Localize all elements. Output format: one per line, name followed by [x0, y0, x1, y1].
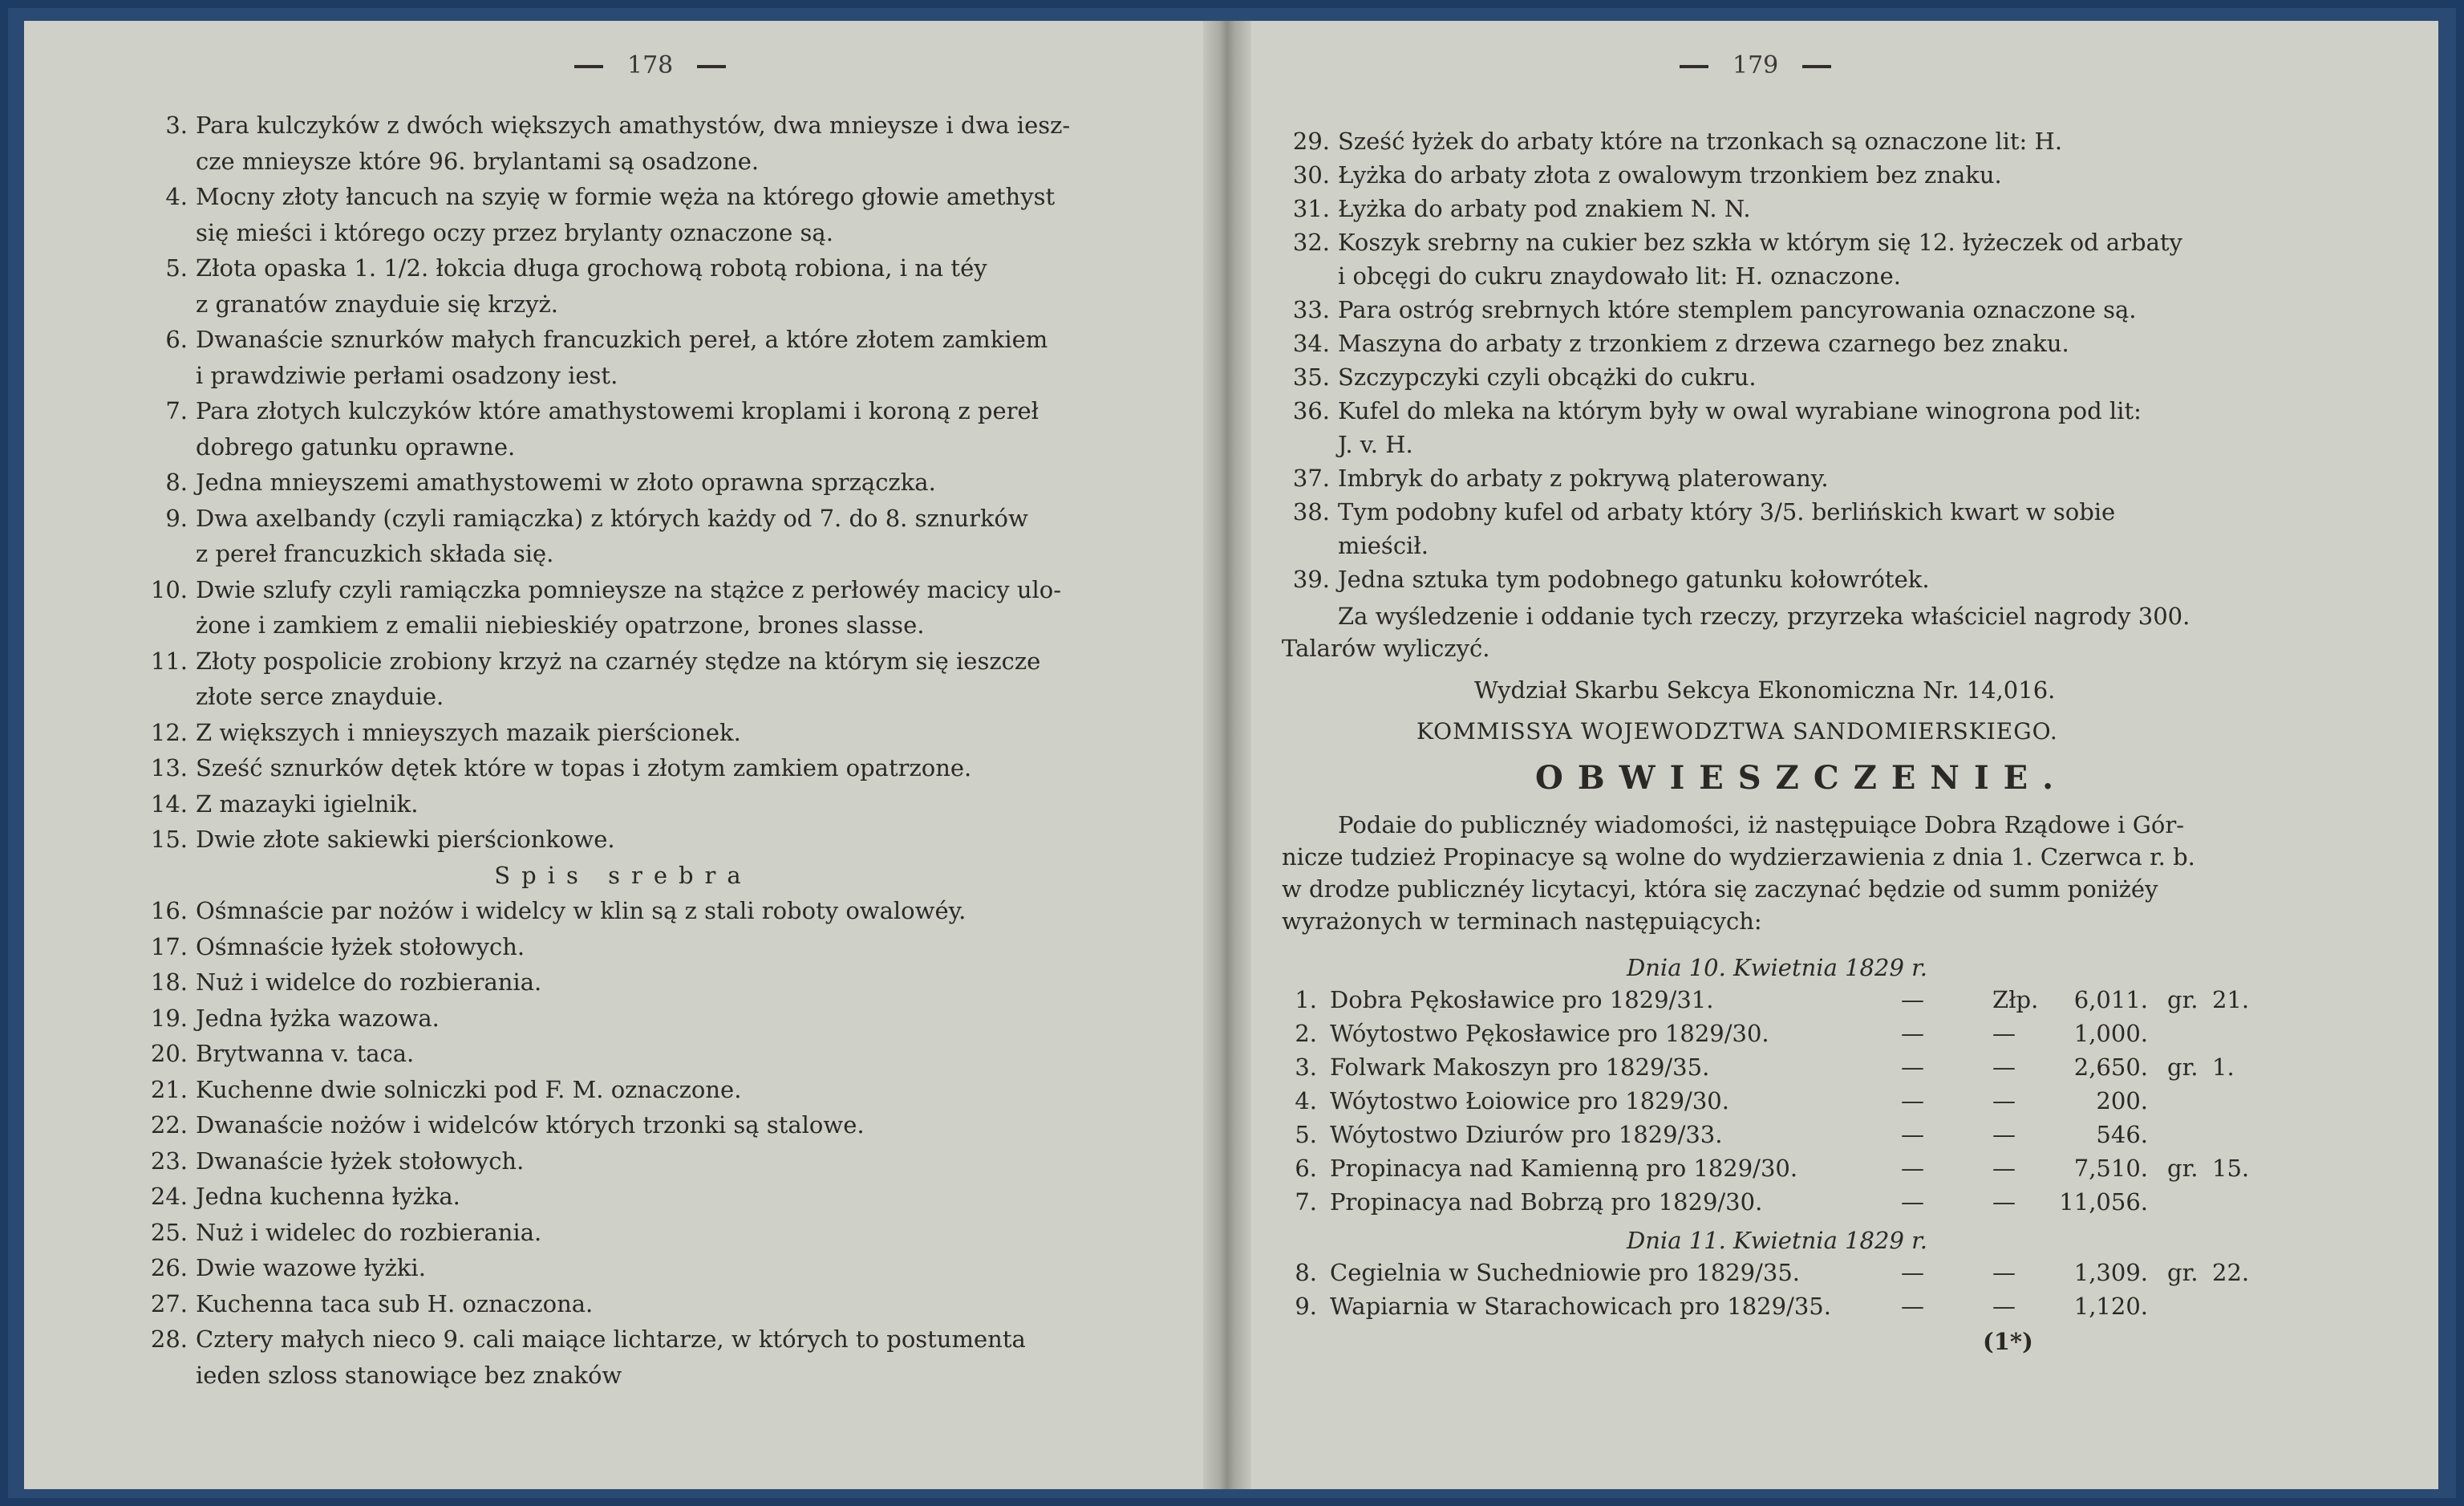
item-number: 7.	[1295, 1188, 1317, 1216]
grosze-label: gr.	[2167, 1053, 2199, 1081]
department-line: Wydział Skarbu Sekcya Ekonomiczna Nr. 14,016.	[1474, 676, 2056, 704]
amount-zloty: 7,510.	[2073, 1155, 2148, 1182]
right-page-number: 179	[1680, 51, 1831, 79]
item-text: Sześć łyżek do arbaty które na trzonkach są oznaczone lit: H.	[1338, 128, 2063, 155]
item-number: 24.	[150, 1183, 188, 1210]
text-line	[1338, 530, 1429, 562]
text-line	[144, 574, 1061, 606]
item-text: Złota opaska 1. 1/2. łokcia długa grochową robotą robiona, i na téy	[196, 254, 987, 282]
text-line	[144, 323, 1048, 355]
item-number: 6.	[1295, 1155, 1317, 1182]
text-line	[196, 217, 833, 249]
body-line-4: wyrażonych w terminach następuiących:	[1282, 907, 1762, 935]
text-line	[144, 1037, 414, 1070]
text-line	[1282, 193, 1751, 225]
item-number: 30.	[1292, 161, 1330, 189]
dash-separator: —	[1901, 1087, 1924, 1114]
item-number: 17.	[150, 932, 188, 960]
item-text: Para złotych kulczyków które amathystowemi kroplami i koroną z pereł	[196, 397, 1040, 424]
item-number: 36.	[1292, 397, 1330, 424]
item-number: 2.	[1295, 1020, 1317, 1047]
right-page	[1226, 21, 2438, 1489]
amount-zloty: 6,011.	[2073, 986, 2148, 1013]
item-number: 1.	[1295, 986, 1317, 1013]
item-text: złote serce znayduie.	[196, 683, 444, 710]
text-line	[196, 1359, 622, 1391]
item-number: 28.	[150, 1325, 188, 1353]
text-line	[144, 931, 525, 963]
text-line	[144, 1288, 593, 1320]
body-line-3: w drodze publicznéy licytacyi, która się zaczynać będzie od summ poniżéy	[1282, 875, 2158, 903]
item-number: 9.	[165, 504, 188, 532]
item-text: Z mazayki igielnik.	[196, 790, 419, 818]
item-number: 31.	[1292, 195, 1330, 222]
text-line	[144, 1145, 524, 1177]
item-text: Dwa axelbandy (czyli ramiączka) z których każdy od 7. do 8. sznurków	[196, 504, 1028, 532]
text-line	[144, 395, 1039, 427]
text-line	[144, 1109, 865, 1141]
auction-date-1: Dnia 10. Kwietnia 1829 r.	[1627, 954, 1928, 981]
item-number: 34.	[1292, 330, 1330, 357]
item-text: z granatów znayduie się krzyż.	[196, 290, 558, 318]
item-number: 10.	[150, 575, 188, 603]
dash-separator: —	[1901, 1020, 1924, 1047]
auction-row	[1282, 1290, 2324, 1322]
currency-or-dash: —	[1992, 1087, 2016, 1114]
text-line	[144, 1323, 1026, 1355]
item-text: Jedna łyżka wazowa.	[196, 1004, 440, 1032]
text-line	[1282, 563, 1930, 595]
item-number: 33.	[1292, 296, 1330, 323]
amount-zloty: 546.	[2096, 1121, 2148, 1148]
text-line	[196, 538, 553, 570]
item-number: 3.	[165, 112, 188, 139]
auction-row	[1282, 1051, 2324, 1083]
text-line	[144, 1252, 426, 1284]
item-number: 5.	[165, 254, 188, 282]
item-text: Kuchenna taca sub H. oznaczona.	[196, 1289, 594, 1317]
auction-row	[1282, 1256, 2324, 1289]
item-number: 29.	[1292, 128, 1330, 155]
text-line	[144, 752, 971, 784]
property-name: Cegielnia w Suchedniowie pro 1829/35.	[1330, 1259, 1801, 1286]
item-number: 18.	[150, 968, 188, 996]
announcement-heading: OBWIESZCZENIE.	[1535, 759, 2069, 797]
item-number: 20.	[150, 1040, 188, 1067]
text-line	[144, 1216, 541, 1248]
reward-line-1: Za wyśledzenie i oddanie tych rzeczy, przyrzeka właściciel nagrody 300.	[1338, 603, 2190, 630]
item-text: żone i zamkiem z emalii niebieskiéy opatrzone, brones slasse.	[196, 611, 925, 639]
amount-zloty: 1,120.	[2073, 1293, 2148, 1320]
dash-separator: —	[1901, 1121, 1924, 1148]
text-line	[144, 1002, 440, 1034]
item-number: 9.	[1295, 1293, 1317, 1320]
text-line	[196, 680, 444, 712]
auction-row	[1282, 1118, 2324, 1151]
item-text: Dwie złote sakiewki pierścionkowe.	[196, 826, 615, 853]
item-number: 19.	[150, 1004, 188, 1032]
item-text: Maszyna do arbaty z trzonkiem z drzewa czarnego bez znaku.	[1338, 330, 2069, 357]
item-text: Jedna sztuka tym podobnego gatunku kołowrótek.	[1338, 566, 1930, 593]
section-heading-text: Spis srebra	[494, 861, 752, 889]
dash-separator: —	[1901, 1155, 1924, 1182]
item-text: Dwanaście nożów i widelców których trzonki są stalowe.	[196, 1111, 865, 1139]
text-line	[144, 502, 1028, 534]
item-number: 12.	[150, 718, 188, 746]
currency-or-dash: —	[1992, 1259, 2016, 1286]
currency-or-dash: —	[1992, 1053, 2016, 1081]
item-number: 38.	[1292, 498, 1330, 526]
text-line	[1282, 159, 2002, 191]
item-number: 4.	[165, 183, 188, 210]
text-line	[144, 1180, 460, 1212]
currency-or-dash: Złp.	[1992, 986, 2039, 1013]
item-number: 22.	[150, 1111, 188, 1139]
item-number: 8.	[165, 469, 188, 496]
item-text: Brytwanna v. taca.	[196, 1040, 415, 1067]
text-line	[144, 645, 1040, 677]
property-name: Propinacya nad Kamienną pro 1829/30.	[1330, 1155, 1798, 1182]
item-text: ieden szloss stanowiące bez znaków	[196, 1361, 622, 1389]
grosze-label: gr.	[2167, 986, 2199, 1013]
dash-separator: —	[1901, 1053, 1924, 1081]
property-name: Propinacya nad Bobrzą pro 1829/30.	[1330, 1188, 1763, 1216]
item-text: Imbryk do arbaty z pokrywą platerowany.	[1338, 465, 1829, 492]
item-text: się mieści i którego oczy przez brylanty oznaczone są.	[196, 218, 833, 246]
body-line-1: Podaie do publicznéy wiadomości, iż następuiące Dobra Rządowe i Gór-	[1338, 811, 2184, 838]
item-text: Z większych i mnieyszych mazaik pierścionek.	[196, 718, 741, 746]
item-text: Dwanaście łyżek stołowych.	[196, 1147, 525, 1175]
item-text: Jedna mnieyszemi amathystowemi w złoto oprawna sprzączka.	[196, 469, 936, 496]
item-number: 25.	[150, 1218, 188, 1246]
item-number: 11.	[150, 647, 188, 675]
item-text: dobrego gatunku oprawne.	[196, 432, 516, 461]
text-line	[1282, 226, 2182, 258]
text-line	[1282, 125, 2062, 157]
text-line	[1282, 496, 2115, 528]
property-name: Wapiarnia w Starachowicach pro 1829/35.	[1330, 1293, 1831, 1320]
property-name: Wóytostwo Pękosławice pro 1829/30.	[1330, 1020, 1769, 1047]
text-line	[144, 1074, 741, 1106]
grosze-value: 21.	[2212, 986, 2250, 1013]
book-gutter	[1203, 21, 1251, 1489]
item-number: 3.	[1295, 1053, 1317, 1081]
property-name: Folwark Makoszyn pro 1829/35.	[1330, 1053, 1710, 1081]
item-text: Kufel do mleka na którym były w owal wyrabiane winogrona pod lit:	[1338, 397, 2142, 424]
property-name: Wóytostwo Dziurów pro 1829/33.	[1330, 1121, 1723, 1148]
text-line	[1338, 428, 1413, 461]
item-number: 8.	[1295, 1259, 1317, 1286]
text-line	[144, 181, 1055, 213]
text-line	[144, 966, 541, 998]
item-text: Sześć sznurków dętek które w topas i złotym zamkiem opatrzone.	[196, 754, 972, 781]
item-number: 14.	[150, 790, 188, 818]
left-page	[24, 21, 1222, 1489]
item-text: Jedna kuchenna łyżka.	[196, 1183, 460, 1210]
item-text: Koszyk srebrny na cukier bez szkła w którym się 12. łyżeczek od arbaty	[1338, 229, 2182, 256]
item-text: Kuchenne dwie solniczki pod F. M. oznaczone.	[196, 1075, 742, 1103]
body-line-2: nicze tudzież Propinacye są wolne do wydzierzawienia z dnia 1. Czerwca r. b.	[1282, 843, 2195, 871]
auction-row	[1282, 1085, 2324, 1117]
text-line	[1282, 462, 1829, 494]
item-number: 7.	[165, 397, 188, 424]
text-line	[144, 895, 966, 927]
signature-mark: (1*)	[1983, 1328, 2033, 1355]
item-number: 32.	[1292, 229, 1330, 256]
item-number: 27.	[150, 1289, 188, 1317]
item-number: 37.	[1292, 465, 1330, 492]
item-text: Ośmnaście łyżek stołowych.	[196, 932, 525, 960]
dash-separator: —	[1901, 1188, 1924, 1216]
item-number: 5.	[1295, 1121, 1317, 1148]
auction-row	[1282, 1017, 2324, 1049]
amount-zloty: 1,309.	[2073, 1259, 2148, 1286]
dash-separator: —	[1901, 986, 1924, 1013]
item-text: Tym podobny kufel od arbaty który 3/5. berlińskich kwart w sobie	[1338, 498, 2116, 526]
item-number: 13.	[150, 754, 188, 781]
currency-or-dash: —	[1992, 1155, 2016, 1182]
text-line	[196, 288, 558, 320]
item-number: 4.	[1295, 1087, 1317, 1114]
item-number: 6.	[165, 326, 188, 353]
item-text: Para kulczyków z dwóch większych amathystów, dwa mnieysze i dwa iesz-	[196, 112, 1071, 139]
item-number: 35.	[1292, 363, 1330, 391]
commission-heading: KOMMISSYA WOJEWODZTWA SANDOMIERSKIEGO.	[1416, 718, 2058, 745]
property-name: Wóytostwo Łoiowice pro 1829/30.	[1330, 1087, 1729, 1114]
item-text: Nuż i widelec do rozbierania.	[196, 1218, 542, 1246]
text-line	[1282, 395, 2142, 427]
currency-or-dash: —	[1992, 1188, 2016, 1216]
item-text: Łyżka do arbaty złota z owalowym trzonkiem bez znaku.	[1338, 161, 2002, 189]
dash-separator: —	[1901, 1259, 1924, 1286]
item-text: cze mnieysze które 96. brylantami są osadzone.	[196, 147, 760, 175]
grosze-value: 1.	[2212, 1053, 2235, 1081]
item-text: z pereł francuzkich składa się.	[196, 540, 554, 567]
text-line	[1338, 260, 1901, 292]
text-line	[1282, 361, 1757, 393]
item-text: Łyżka do arbaty pod znakiem N. N.	[1338, 195, 1751, 222]
text-line	[1282, 327, 2069, 359]
amount-zloty: 200.	[2096, 1087, 2148, 1114]
item-text: Szczypczyki czyli obcążki do cukru.	[1338, 363, 1757, 391]
auction-row	[1282, 1186, 2324, 1218]
currency-or-dash: —	[1992, 1121, 2016, 1148]
text-line	[144, 252, 987, 284]
reward-line-2: Talarów wyliczyć.	[1282, 635, 1490, 662]
grosze-value: 15.	[2212, 1155, 2250, 1182]
text-line	[144, 823, 615, 855]
amount-zloty: 1,000.	[2073, 1020, 2148, 1047]
text-line	[144, 788, 418, 820]
item-text: Mocny złoty łancuch na szyię w formie węża na którego głowie amethyst	[196, 183, 1056, 210]
property-name: Dobra Pękosławice pro 1829/31.	[1330, 986, 1714, 1013]
item-text: i prawdziwie perłami osadzony iest.	[196, 361, 618, 389]
item-text: Ośmnaście par nożów i widelcy w klin są z stali roboty owalowéy.	[196, 897, 967, 924]
auction-row	[1282, 984, 2324, 1016]
item-text: Nuż i widelce do rozbierania.	[196, 968, 542, 996]
section-heading	[24, 859, 1222, 891]
item-number: 26.	[150, 1254, 188, 1281]
auction-row	[1282, 1152, 2324, 1184]
item-text: i obcęgi do cukru znaydowało lit: H. oznaczone.	[1338, 262, 1901, 290]
item-text: Złoty pospolicie zrobiony krzyż na czarnéy stędze na którym się ieszcze	[196, 647, 1041, 675]
currency-or-dash: —	[1992, 1020, 2016, 1047]
item-number: 23.	[150, 1147, 188, 1175]
item-text: Dwie wazowe łyżki.	[196, 1254, 426, 1281]
text-line	[1282, 294, 2137, 326]
item-number: 15.	[150, 826, 188, 853]
text-line	[196, 431, 515, 463]
text-line	[196, 145, 759, 177]
item-text: mieścił.	[1338, 532, 1429, 559]
item-text: Dwie szlufy czyli ramiączka pomnieysze na stążce z perłowéy macicy ulo-	[196, 575, 1062, 603]
grosze-label: gr.	[2167, 1259, 2199, 1286]
amount-zloty: 11,056.	[2059, 1188, 2148, 1216]
text-line	[144, 109, 1070, 141]
dash-separator: —	[1901, 1293, 1924, 1320]
item-text: Dwanaście sznurków małych francuzkich pereł, a które złotem zamkiem	[196, 326, 1048, 353]
grosze-value: 22.	[2212, 1259, 2250, 1286]
text-line	[144, 466, 936, 498]
item-text: J. v. H.	[1338, 431, 1413, 458]
item-number: 16.	[150, 897, 188, 924]
auction-date-2: Dnia 11. Kwietnia 1829 r.	[1627, 1227, 1928, 1254]
text-line	[144, 716, 741, 749]
left-page-number: 178	[574, 51, 726, 79]
currency-or-dash: —	[1992, 1293, 2016, 1320]
item-number: 21.	[150, 1075, 188, 1103]
item-number: 39.	[1292, 566, 1330, 593]
item-text: Para ostróg srebrnych które stemplem pancyrowania oznaczone są.	[1338, 296, 2137, 323]
text-line	[196, 609, 924, 641]
item-text: Cztery małych nieco 9. cali maiące lichtarze, w których to postumenta	[196, 1325, 1026, 1353]
text-line	[196, 359, 618, 392]
grosze-label: gr.	[2167, 1155, 2199, 1182]
amount-zloty: 2,650.	[2073, 1053, 2148, 1081]
